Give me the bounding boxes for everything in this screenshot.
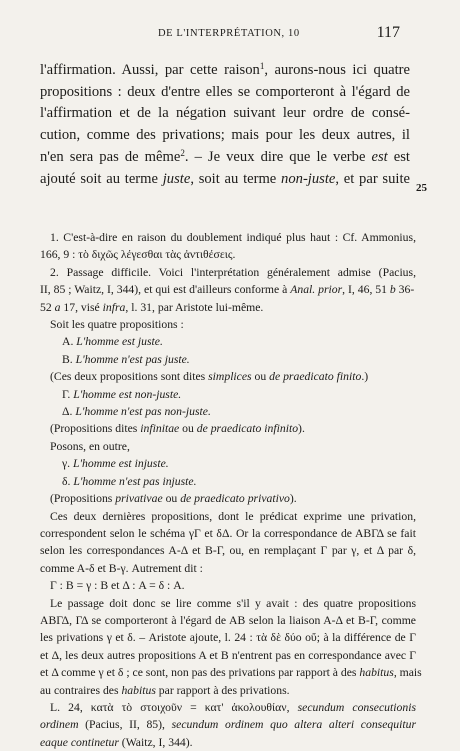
footnote-line: (Propositions dites infinitae ou de praedicato infinito).: [50, 422, 305, 436]
proposition-small-gamma: γ. L'homme est injuste.: [62, 457, 169, 471]
footnote-line: L. 24, κατὰ τὸ στοιχοῦν = κατ' ἀκολουθίαν, secundum consecutionis: [50, 700, 417, 714]
text-line: l'affirmation et de la négation suivant leur ordre de consé-: [40, 105, 410, 122]
proposition-a: A. L'homme est juste.: [62, 335, 163, 349]
footnote-line: Posons, en outre,: [50, 439, 130, 453]
footnote-line: eaque continetur (Waitz, I, 344).: [40, 735, 193, 749]
main-text: [40, 60, 410, 190]
formula: Γ : B = γ : B et Δ : A = δ : A.: [50, 579, 185, 593]
proposition-gamma: Γ. L'homme est non-juste.: [62, 387, 182, 401]
footnote-line: Ces deux dernières propositions, dont le prédicat exprime une privation,: [50, 509, 416, 523]
footnote-line: selon les correspondances A-Δ et B-Γ, ou, en remplaçant Γ par γ, et Δ par δ,: [40, 544, 416, 558]
proposition-small-delta: δ. L'homme n'est pas injuste.: [62, 474, 197, 488]
page-header: [40, 22, 420, 46]
footnote-line: (Propositions privativae ou de praedicato privativo).: [50, 492, 297, 506]
footnotes: [40, 229, 422, 751]
proposition-b: B. L'homme n'est pas juste.: [62, 352, 190, 366]
footnote-line: 52 a 17, visé infra, l. 31, par Aristote lui-même.: [40, 300, 264, 314]
footnote-line: au contraires des habitus par rapport à des privations.: [40, 683, 290, 697]
footnote-line: les privations γ et δ. – Aristote ajoute, l. 24 : τὰ δὲ δύο οὔ; à la différence de Γ: [40, 631, 416, 645]
footnote-line: II, 85 ; Waitz, I, 344), et qui est d'ailleurs conforme à Anal. prior, I, 46, 51 b 36-: [40, 283, 415, 297]
footnote-line: comme A-δ et B-γ. Autrement dit :: [40, 561, 203, 575]
footnote-line: Soit les quatre propositions :: [50, 318, 184, 332]
footnote-ref-1[interactable]: 1: [259, 61, 265, 72]
text-line: propositions : deux d'entre elles se comporteront à l'égard de: [40, 83, 410, 100]
margin-line-number: 25: [416, 182, 427, 194]
text-line: cution, comme des privations; mais pour les deux autres, il: [40, 127, 410, 144]
footnote-1-cont: 166, 9 : τὸ διχῶς λέγεσθαι τὰς ἀντιθέσεις.: [40, 248, 236, 262]
footnote-line: correspondent selon le schéma γΓ et δΔ. Or la correspondance de ABΓΔ se fait: [40, 526, 416, 540]
text-line: n'en sera pas de même$^2$. – Je veux dire que le verbe est est: [40, 147, 410, 165]
footnote-line: et Δ, les deux autres propositions A et B n'entrent pas en correspondance avec Γ: [40, 648, 416, 662]
running-head: DE L'INTERPRÉTATION, 10: [158, 28, 300, 39]
text-line: l'affirmation. Aussi, par cette raison$^1$, aurons-nous ici quatre: [40, 61, 410, 78]
footnote-line: ordinem (Pacius, II, 85), secundum ordinem quo altera alteri consequitur: [40, 718, 416, 732]
footnote-line: Le passage doit donc se lire comme s'il y avait : des quatre propositions: [50, 596, 416, 610]
proposition-delta: Δ. L'homme n'est pas non-juste.: [62, 405, 211, 419]
footnote-line: (Ces deux propositions sont dites simplices ou de praedicato finito.): [50, 370, 369, 384]
text-line: ajouté soit au terme juste, soit au terme non-juste, et par suite: [40, 170, 410, 187]
page-number: 117: [376, 24, 400, 41]
footnote-ref-2[interactable]: 2: [180, 147, 185, 158]
footnote-line: et Δ comme γ et δ ; ce sont, non pas des privations par rapport à des habitus, mais: [40, 666, 422, 680]
footnote-line: ABΓΔ, ΓΔ se comporteront à l'égard de AB selon la liaison A-Δ et B-Γ, comme: [40, 613, 416, 627]
footnote-2: 2. Passage difficile. Voici l'interprétation généralement admise (Pacius,: [50, 265, 416, 279]
footnote-1: 1. C'est-à-dire en raison du doublement indiqué plus haut : Cf. Ammonius,: [50, 231, 416, 244]
